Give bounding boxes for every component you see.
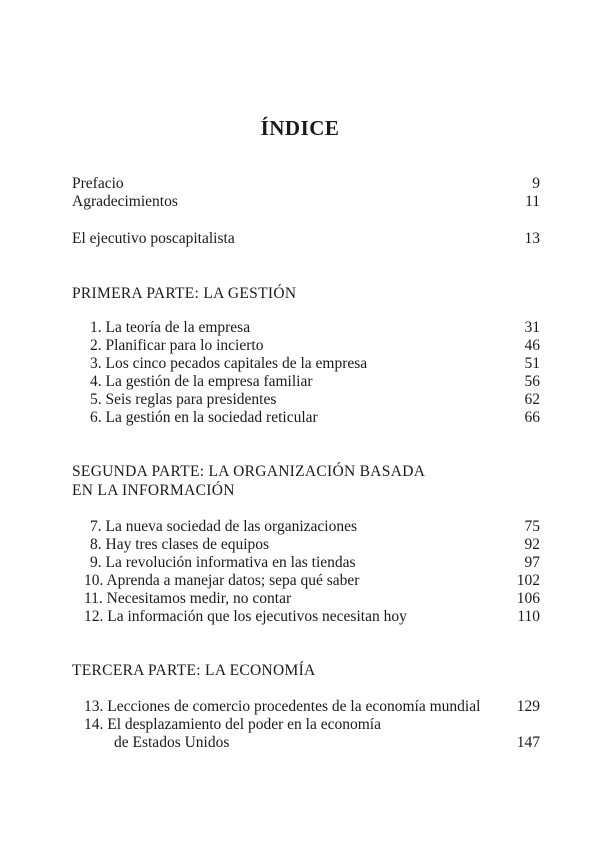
toc-chapter-page: 62	[524, 391, 540, 408]
toc-chapter-title: 13. Lecciones de comercio procedentes de la economía mundial	[84, 698, 481, 715]
toc-entry-ejecutivo-poscapitalista[interactable]	[72, 229, 540, 248]
toc-chapter-1[interactable]	[72, 318, 540, 337]
toc-chapter-page: 51	[524, 355, 540, 372]
toc-chapter-5[interactable]	[72, 390, 540, 409]
toc-entry-page: 11	[525, 193, 540, 210]
toc-chapter-title: 12. La información que los ejecutivos necesitan hoy	[84, 608, 407, 625]
toc-chapter-14[interactable]	[72, 715, 540, 734]
toc-chapter-title: 9. La revolución informativa en las tiendas	[90, 554, 356, 571]
toc-chapter-13[interactable]	[72, 697, 540, 716]
toc-chapter-11[interactable]	[72, 589, 540, 608]
toc-chapter-7[interactable]	[72, 517, 540, 536]
toc-entry-title: Agradecimientos	[72, 193, 178, 210]
toc-chapter-title: 7. La nueva sociedad de las organizaciones	[90, 518, 357, 535]
toc-chapter-page: 97	[524, 554, 540, 571]
toc-chapter-8[interactable]	[72, 535, 540, 554]
toc-chapter-title: 3. Los cinco pecados capitales de la empresa	[90, 355, 368, 372]
toc-entry-agradecimientos[interactable]	[72, 192, 540, 211]
toc-chapter-page: 129	[516, 698, 540, 715]
toc-chapter-page: 106	[516, 590, 540, 607]
part-heading-tercera: TERCERA PARTE: LA ECONOMÍA	[72, 662, 316, 679]
toc-chapter-title: 4. La gestión de la empresa familiar	[90, 373, 313, 390]
toc-entry-title: El ejecutivo poscapitalista	[72, 230, 235, 247]
toc-chapter-12[interactable]	[72, 607, 540, 626]
toc-chapter-page: 46	[524, 337, 540, 354]
toc-entry-page: 13	[524, 230, 540, 247]
toc-chapter-14-continued[interactable]	[72, 733, 540, 752]
toc-entry-page: 9	[532, 175, 540, 192]
page-title: ÍNDICE	[260, 116, 340, 140]
toc-chapter-title: 14. El desplazamiento del poder en la economía	[84, 716, 381, 733]
toc-chapter-page: 56	[524, 373, 540, 390]
toc-chapter-10[interactable]	[72, 571, 540, 590]
toc-chapter-title: 5. Seis reglas para presidentes	[90, 391, 277, 408]
toc-chapter-page: 66	[524, 409, 540, 426]
toc-chapter-title: de Estados Unidos	[114, 734, 230, 751]
toc-chapter-page: 102	[516, 572, 540, 589]
toc-chapter-page: 31	[524, 319, 540, 336]
toc-chapter-page: 110	[517, 608, 540, 625]
toc-chapter-9[interactable]	[72, 553, 540, 572]
part-heading-segunda: SEGUNDA PARTE: LA ORGANIZACIÓN BASADA	[72, 463, 426, 480]
toc-chapter-page: 147	[516, 734, 540, 751]
toc-chapter-title: 8. Hay tres clases de equipos	[90, 536, 270, 553]
toc-chapter-4[interactable]	[72, 372, 540, 391]
toc-chapter-title: 2. Planificar para lo incierto	[90, 337, 264, 354]
toc-chapter-3[interactable]	[72, 354, 540, 373]
toc-chapter-title: 11. Necesitamos medir, no contar	[84, 590, 292, 607]
toc-chapter-page: 75	[524, 518, 540, 535]
part-heading-segunda-line-2: EN LA INFORMACIÓN	[72, 482, 235, 499]
part-heading-primera: PRIMERA PARTE: LA GESTIÓN	[72, 285, 297, 302]
toc-chapter-title: 10. Aprenda a manejar datos; sepa qué saber	[84, 572, 360, 589]
toc-chapter-6[interactable]	[72, 408, 540, 427]
toc-chapter-title: 1. La teoría de la empresa	[90, 319, 251, 336]
toc-entry-title: Prefacio	[72, 175, 124, 192]
toc-entry-prefacio[interactable]	[72, 174, 540, 193]
toc-chapter-2[interactable]	[72, 336, 540, 355]
toc-chapter-title: 6. La gestión en la sociedad reticular	[90, 409, 318, 426]
toc-chapter-page: 92	[524, 536, 540, 553]
